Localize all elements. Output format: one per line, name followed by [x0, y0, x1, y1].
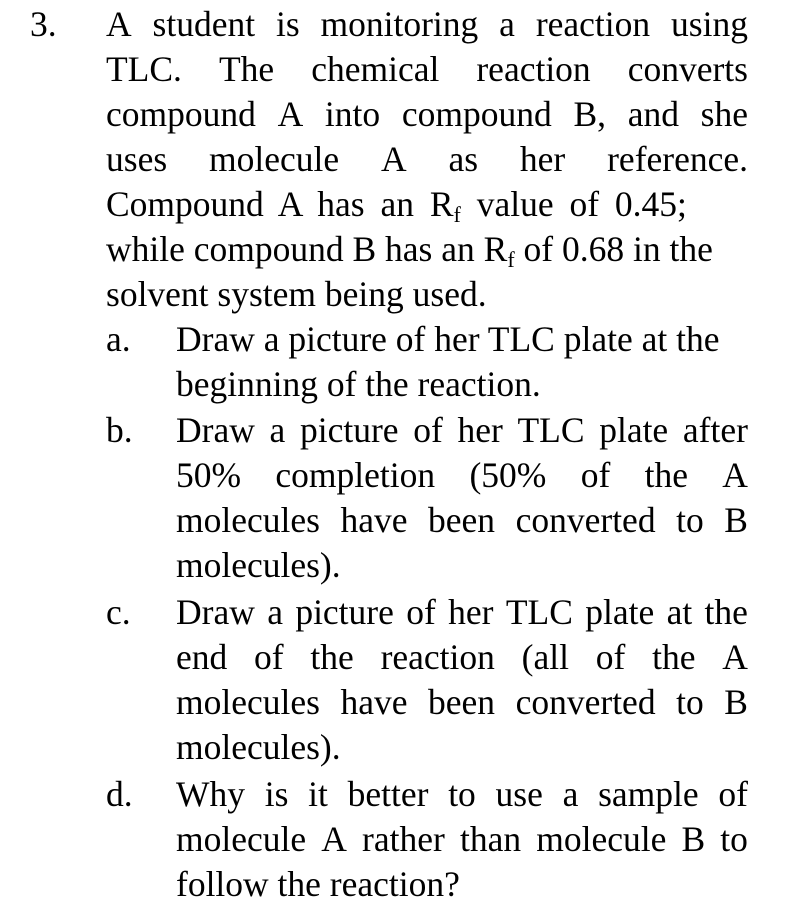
part-d-line-3: follow the reaction?	[176, 864, 460, 904]
part-b-line-1: Draw a picture of her TLC plate after	[176, 410, 748, 450]
question-number: 3.	[30, 4, 57, 44]
part-c-line-4: molecules).	[176, 727, 341, 767]
part-c-line-2: end of the reaction (all of the A	[176, 637, 748, 677]
part-b-line-2: 50% completion (50% of the A	[176, 455, 748, 495]
part-c-line-3: molecules have been converted to B	[176, 682, 748, 722]
part-b-line-3: molecules have been converted to B	[176, 500, 748, 540]
part-c-line-1: Draw a picture of her TLC plate at the	[176, 592, 748, 632]
part-a-line-2: beginning of the reaction.	[176, 364, 541, 404]
part-b-label: b.	[106, 410, 133, 450]
stem-line-1: A student is monitoring a reaction using	[106, 4, 748, 44]
stem-line-4: uses molecule A as her reference.	[106, 139, 748, 179]
part-a-line-1: Draw a picture of her TLC plate at the	[176, 319, 720, 359]
stem-line-3: compound A into compound B, and she	[106, 94, 748, 134]
stem-line-6: while compound B has an Rf of 0.68 in the	[106, 229, 713, 272]
subscript-f: f	[453, 202, 461, 227]
stem-line-2: TLC. The chemical reaction converts	[106, 49, 748, 89]
subscript-f: f	[507, 247, 515, 272]
part-c-label: c.	[106, 592, 131, 632]
stem-line-5: Compound A has an Rf value of 0.45;	[106, 184, 687, 227]
part-d-line-2: molecule A rather than molecule B to	[176, 819, 748, 859]
part-d-line-1: Why is it better to use a sample of	[176, 774, 748, 814]
part-b-line-4: molecules).	[176, 545, 341, 585]
part-a-label: a.	[106, 319, 131, 359]
part-d-label: d.	[106, 774, 133, 814]
stem-line-7: solvent system being used.	[106, 274, 487, 314]
